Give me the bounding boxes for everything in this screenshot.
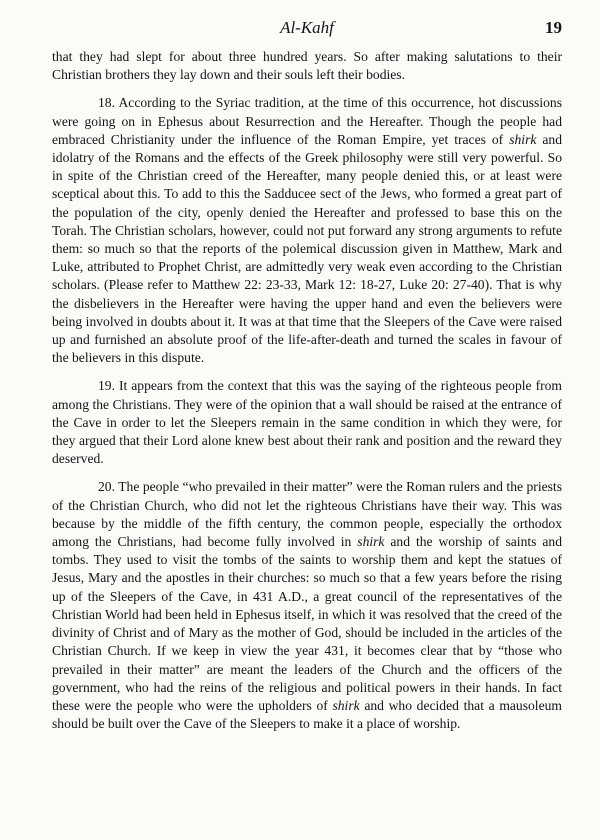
italic-term: shirk xyxy=(332,697,360,713)
italic-term: shirk xyxy=(509,131,537,147)
page-number: 19 xyxy=(545,18,562,37)
text-run: and idolatry of the Romans and the effects of the Greek philosophy were still very powerful. So in spite of the Christian creed of the Hereafter, many people denied this, or at least were sceptical about this. To add to this the Sadducee sect of the Jews, who formed a great part of the population of the city, openly denied the Hereafter and professed to base this on the Torah. The Christian scholars, however, could not put forward any strong arguments to refute them: so much so that the reports of the polemical discussion given in Matthew, Mark and Luke, attributed to Prophet Christ, are admittedly very weak even according to the Christian scholars. (Please refer to Matthew 22: 23-33, Mark 12: 18-27, Luke 20: 27-40). That is why the disbelievers in the Hereafter were having the upper hand and even the believers were being involved in doubts about it. It was at that time that the Sleepers of the Cave were raised up and furnished an absolute proof of the life-after-death and turned the scales in favour of the believers in this dispute. xyxy=(52,131,563,366)
note-20-paragraph xyxy=(52,478,562,733)
running-title: Al-Kahf xyxy=(280,18,334,37)
text-run: 20. The people “who prevailed in their matter” were the Roman rulers and the priests of the Christian Church, who did not let the righteous Christians have their way. This was because by the middle of the fifth century, the common people, especially the orthodox among the Christians, had become fully involved in xyxy=(52,479,562,550)
italic-term: shirk xyxy=(357,534,385,550)
note-19-paragraph xyxy=(52,377,562,468)
text-run: 18. According to the Syriac tradition, at the time of this occurrence, hot discussions were going on in Ephesus about Resurrection and the Hereafter. Though the people had embraced Christianity under the influence of the Roman Empire, yet traces of xyxy=(52,95,562,147)
note-18-paragraph xyxy=(52,94,562,367)
text-run: and who decided that a mausoleum should be built over the Cave of the Sleepers to make it a place of worship. xyxy=(52,697,562,732)
text-run: 19. It appears from the context that this was the saying of the righteous people from among the Christians. They were of the opinion that a wall should be raised at the entrance of the Cave in order to let the Sleepers remain in the same condition in which they were, for they argued that their Lord alone knew best about their rank and position and the reward they deserved. xyxy=(52,378,562,467)
paragraph-continuation xyxy=(52,48,562,84)
text-run: that they had slept for about three hundred years. So after making salutations to their Christian brothers they lay down and their souls left their bodies. xyxy=(52,49,562,83)
page-header xyxy=(52,12,562,48)
body-text xyxy=(52,48,562,733)
text-run: and the worship of saints and tombs. They used to visit the tombs of the saints to worship them and kept the statues of Jesus, Mary and the apostles in their churches: so much so that a few years before the rising up of the Sleepers of the Cave, in 431 A.D., a great council of the representatives of the Christian World had been held in Ephesus itself, in which it was resolved that the creed of the divinity of Christ and of Mary as the mother of God, should be included in the articles of the Christian Church. If we keep in view the year 431, it becomes clear that by “those who prevailed in their matter” are meant the leaders of the Church and the officers of the government, who had the reins of the religious and political powers in their hands. In fact these were the people who were the upholders of xyxy=(52,534,562,713)
